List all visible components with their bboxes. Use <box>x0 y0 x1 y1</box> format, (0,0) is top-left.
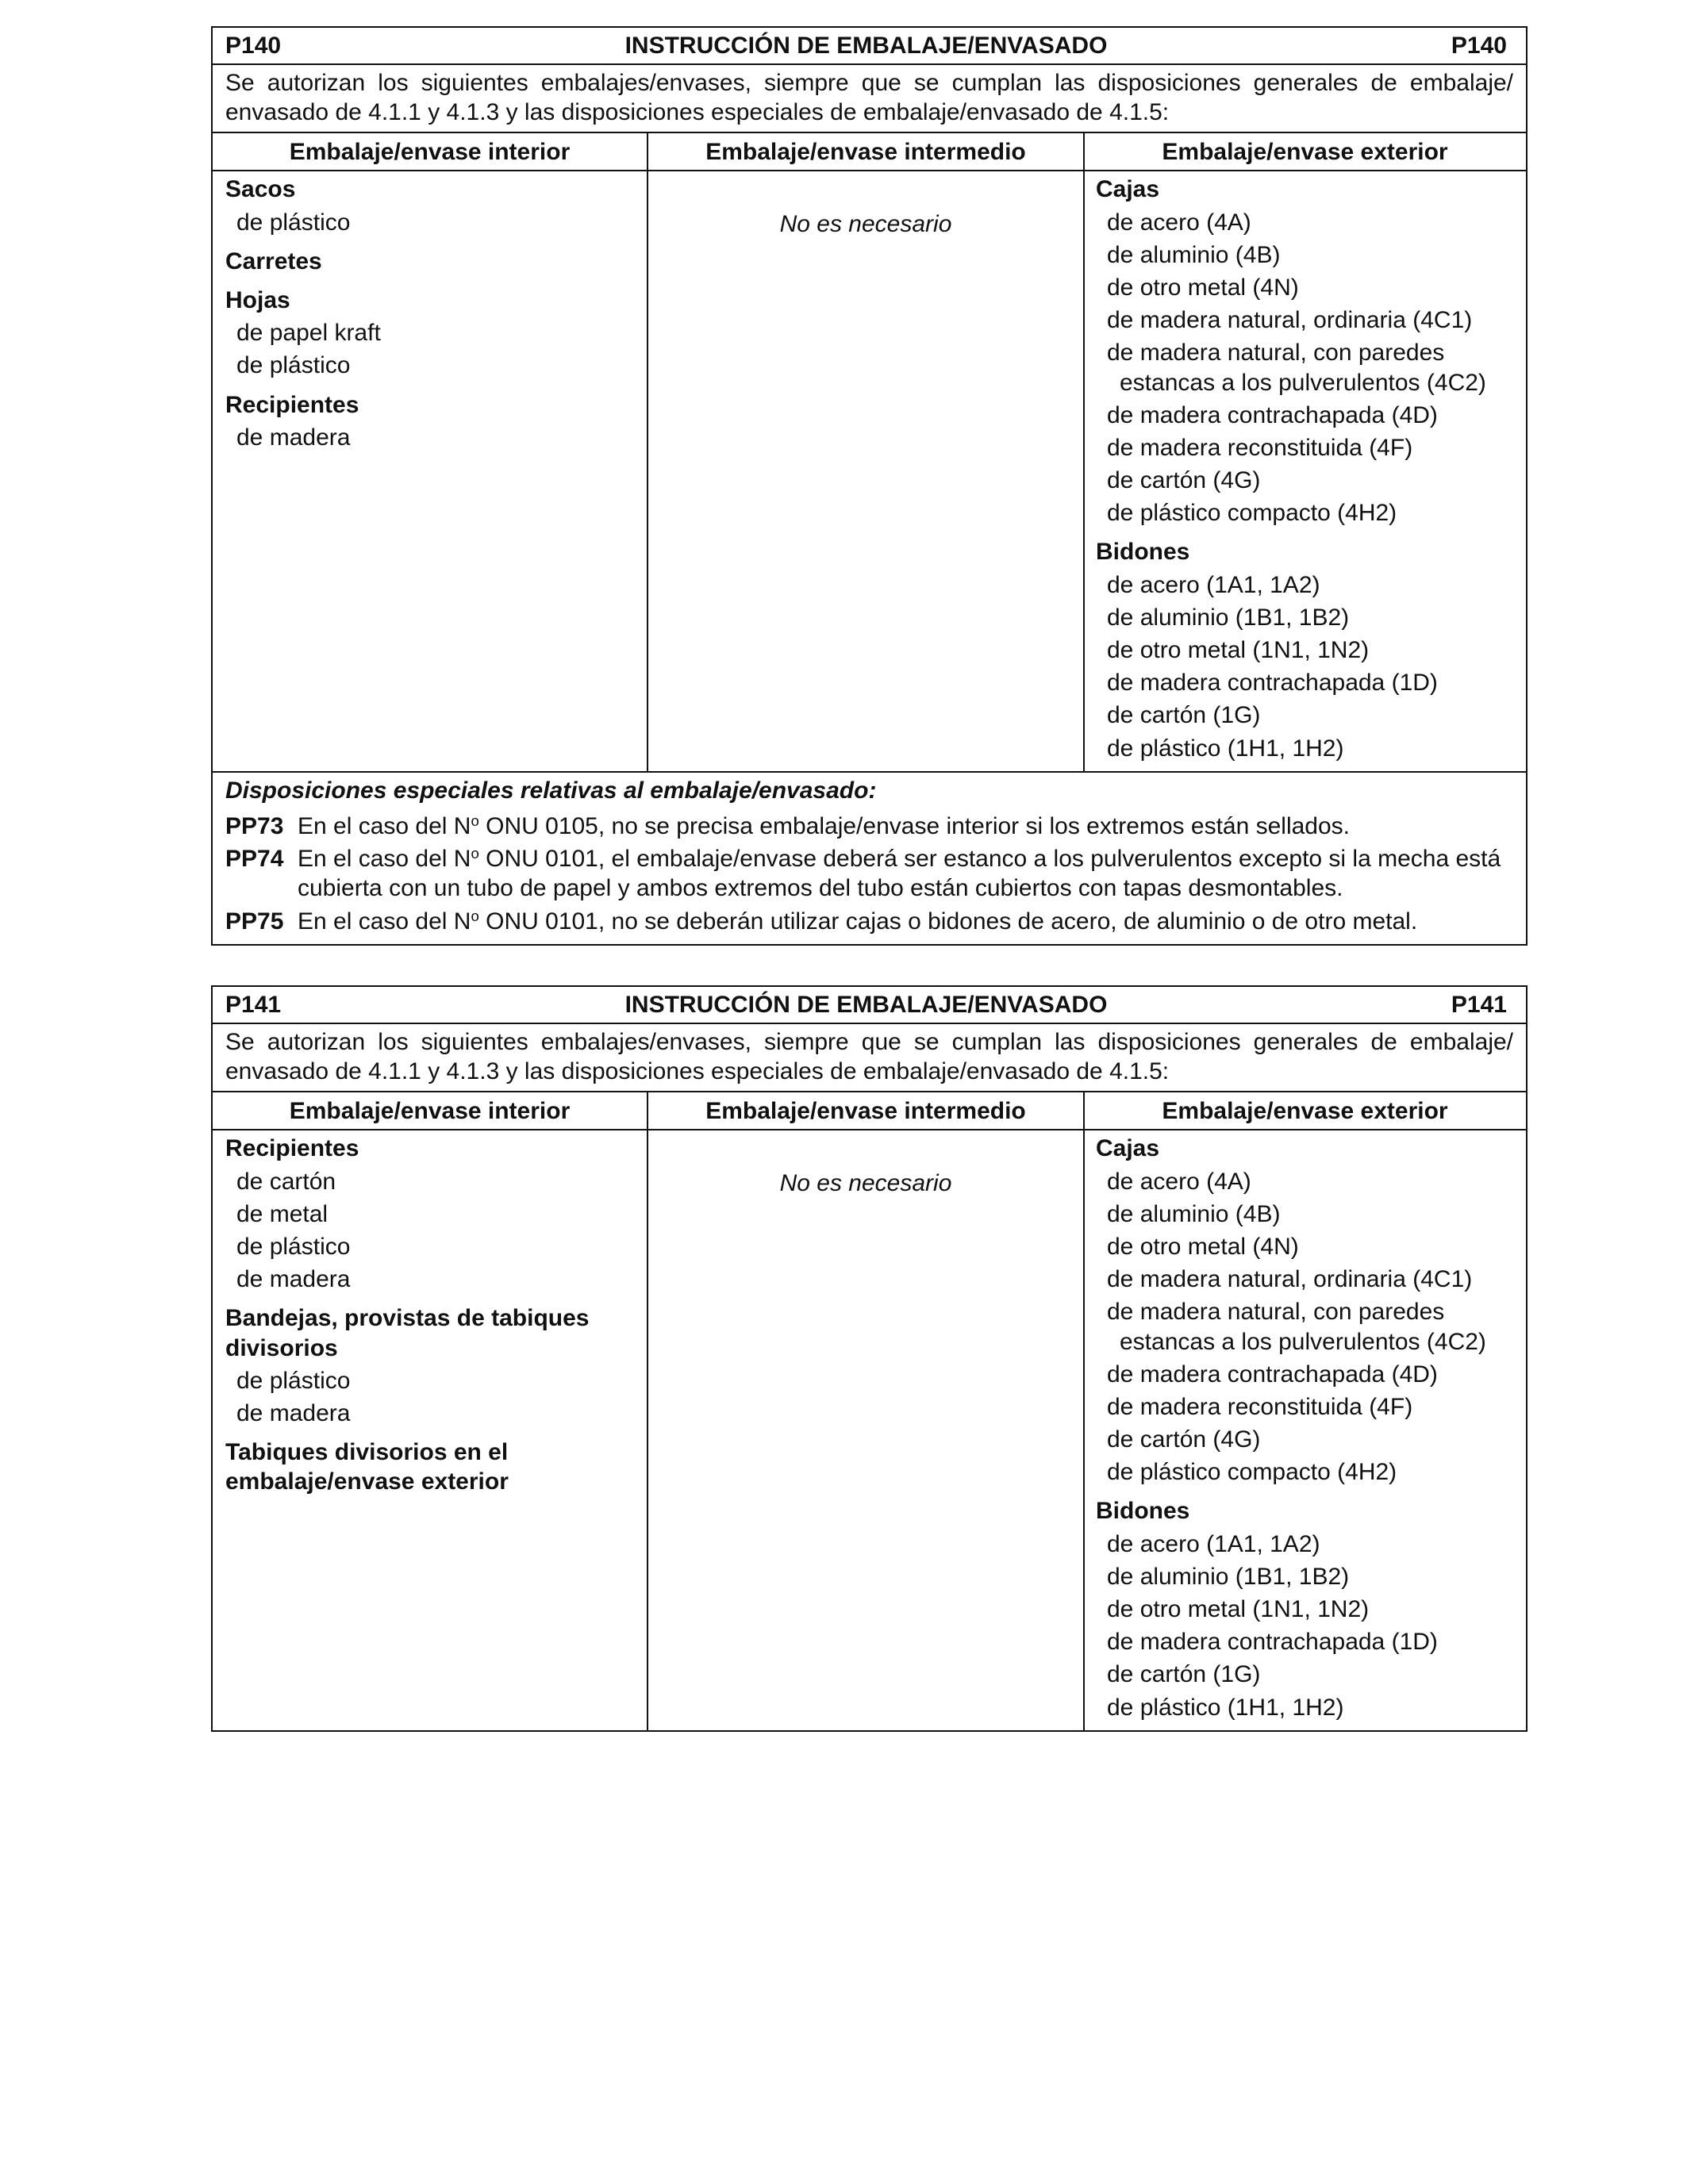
instruction-code-left: P140 <box>225 32 282 59</box>
list-item: de madera <box>236 1266 351 1293</box>
group-heading: Sacos <box>225 176 296 203</box>
list-item: de otro metal (1N1, 1N2) <box>1107 1596 1370 1622</box>
list-item: de plástico (1H1, 1H2) <box>1107 735 1344 762</box>
list-item: de madera contrachapada (1D) <box>1107 1629 1438 1656</box>
list-item: de madera natural, ordinaria (4C1) <box>1107 1266 1473 1293</box>
list-item: de cartón <box>236 1168 336 1195</box>
list-item <box>1096 1297 1512 1356</box>
not-required-note: No es necesario <box>779 211 952 238</box>
inner-packaging-cell <box>213 171 648 770</box>
intermediate-packaging-cell <box>648 1130 1085 1729</box>
list-item-continuation: estancas a los pulverulentos (4C2) <box>1120 1328 1486 1355</box>
column-header-inner: Embalaje/envase interior <box>213 1092 648 1129</box>
list-item: de plástico <box>236 352 351 379</box>
inner-packaging-cell <box>213 1130 648 1729</box>
instruction-code-left: P141 <box>225 991 282 1018</box>
provision-pp74 <box>225 844 1513 903</box>
column-header-intermediate: Embalaje/envase intermedio <box>648 133 1085 170</box>
packaging-columns <box>213 171 1526 772</box>
list-item: de acero (4A) <box>1107 209 1251 236</box>
list-item: de metal <box>236 1200 329 1227</box>
list-item: de otro metal (4N) <box>1107 274 1299 301</box>
list-item: de plástico <box>236 209 351 236</box>
provision-text: En el caso del $N^o$ ONU 0101, el embalaje/envase deberá ser estanco a los pulverulentos excepto si la mecha está cubierta con un tubo de papel y ambos extremos del tubo están cubiertos con tapas desmontables. <box>298 844 1501 902</box>
list-item: de madera contrachapada (4D) <box>1107 1361 1438 1388</box>
packaging-columns <box>213 1130 1526 1729</box>
list-item: de plástico (1H1, 1H2) <box>1107 1694 1344 1721</box>
column-header-intermediate: Embalaje/envase intermedio <box>648 1092 1085 1129</box>
column-header-outer: Embalaje/envase exterior <box>1162 1097 1448 1124</box>
group-heading: Bidones <box>1096 539 1190 566</box>
list-item: de acero (1A1, 1A2) <box>1107 1530 1320 1557</box>
list-item: de plástico <box>236 1367 351 1394</box>
instruction-code-right: P141 <box>1451 991 1507 1018</box>
list-item-line: de madera natural, con paredes <box>1107 1299 1445 1326</box>
group-heading: Cajas <box>1096 176 1160 203</box>
list-item: de madera contrachapada (1D) <box>1107 670 1438 697</box>
list-item: de aluminio (4B) <box>1107 1200 1281 1227</box>
list-item: de papel kraft <box>236 320 381 347</box>
list-item: de cartón (1G) <box>1107 702 1261 729</box>
list-item: de aluminio (1B1, 1B2) <box>1107 1563 1350 1590</box>
provision-text: En el caso del $N^o$ ONU 0105, no se precisa embalaje/envase interior si los extremos están sellados. <box>298 812 1351 839</box>
instruction-title: INSTRUCCIÓN DE EMBALAJE/ENVASADO <box>624 991 1108 1018</box>
intro-text: Se autorizan los siguientes embalajes/envases, siempre que se cumplan las disposiciones generales de embalaje/ envasado de 4.1.1 y 4.1.3 y las disposiciones especiales de embalaje/envasado de 4.1.5: <box>213 65 1526 133</box>
list-item: de madera <box>236 424 351 451</box>
group-heading: Hojas <box>225 286 290 313</box>
list-item: de otro metal (4N) <box>1107 1233 1299 1260</box>
list-item: de acero (4A) <box>1107 1168 1251 1195</box>
list-item: de cartón (1G) <box>1107 1661 1261 1688</box>
list-item: de madera <box>236 1399 351 1426</box>
special-provisions-title: Disposiciones especiales relativas al embalaje/envasado: <box>225 777 877 804</box>
provision-text: En el caso del $N^o$ ONU 0101, no se deberán utilizar cajas o bidones de acero, de aluminio o de otro metal. <box>298 907 1418 935</box>
table-header <box>213 987 1526 1024</box>
provision-code: PP74 <box>225 846 284 873</box>
provision-code: PP73 <box>225 812 284 839</box>
provision-pp75 <box>225 907 1513 936</box>
list-item <box>1096 338 1512 397</box>
list-item: de acero (1A1, 1A2) <box>1107 571 1320 598</box>
column-header-outer: Embalaje/envase exterior <box>1162 138 1448 165</box>
intro-text: Se autorizan los siguientes embalajes/envases, siempre que se cumplan las disposiciones generales de embalaje/ envasado de 4.1.1 y 4.1.3 y las disposiciones especiales de embalaje/envasado de 4.1.5: <box>213 1024 1526 1092</box>
column-headers <box>213 1092 1526 1130</box>
outer-packaging-cell <box>1085 171 1525 770</box>
column-headers <box>213 133 1526 171</box>
provision-pp73 <box>225 812 1513 841</box>
group-heading: Carretes <box>225 248 322 274</box>
provision-code: PP75 <box>225 908 284 935</box>
intermediate-packaging-cell <box>648 171 1085 770</box>
group-heading: Recipientes <box>225 1135 359 1162</box>
list-item: de cartón (4G) <box>1107 467 1261 494</box>
packing-instruction-table-p141 <box>211 985 1528 1732</box>
list-item: de aluminio (1B1, 1B2) <box>1107 604 1350 631</box>
not-required-note: No es necesario <box>779 1170 952 1197</box>
packing-instruction-table-p140 <box>211 26 1528 946</box>
list-item: de madera contrachapada (4D) <box>1107 401 1438 428</box>
group-heading: Bidones <box>1096 1498 1190 1525</box>
list-item: de madera reconstituida (4F) <box>1107 1393 1413 1420</box>
list-item-continuation: estancas a los pulverulentos (4C2) <box>1120 369 1486 396</box>
instruction-title: INSTRUCCIÓN DE EMBALAJE/ENVASADO <box>624 32 1108 59</box>
group-heading: Recipientes <box>225 391 359 418</box>
column-header-inner: Embalaje/envase interior <box>213 133 648 170</box>
list-item: de cartón (4G) <box>1107 1426 1261 1453</box>
list-item: de plástico <box>236 1233 351 1260</box>
list-item: de madera reconstituida (4F) <box>1107 434 1413 461</box>
group-heading: Tabiques divisorios en el embalaje/envase exterior <box>225 1439 509 1495</box>
list-item: de plástico compacto (4H2) <box>1107 500 1397 527</box>
table-header <box>213 28 1526 65</box>
group-heading: Bandejas, provistas de tabiques divisorios <box>225 1305 590 1361</box>
list-item-line: de madera natural, con paredes <box>1107 340 1445 367</box>
outer-packaging-cell <box>1085 1130 1525 1729</box>
list-item: de madera natural, ordinaria (4C1) <box>1107 307 1473 334</box>
list-item: de otro metal (1N1, 1N2) <box>1107 637 1370 663</box>
list-item: de aluminio (4B) <box>1107 241 1281 268</box>
special-provisions <box>213 773 1526 944</box>
instruction-code-right: P140 <box>1451 32 1507 59</box>
list-item: de plástico compacto (4H2) <box>1107 1459 1397 1486</box>
group-heading: Cajas <box>1096 1135 1160 1162</box>
